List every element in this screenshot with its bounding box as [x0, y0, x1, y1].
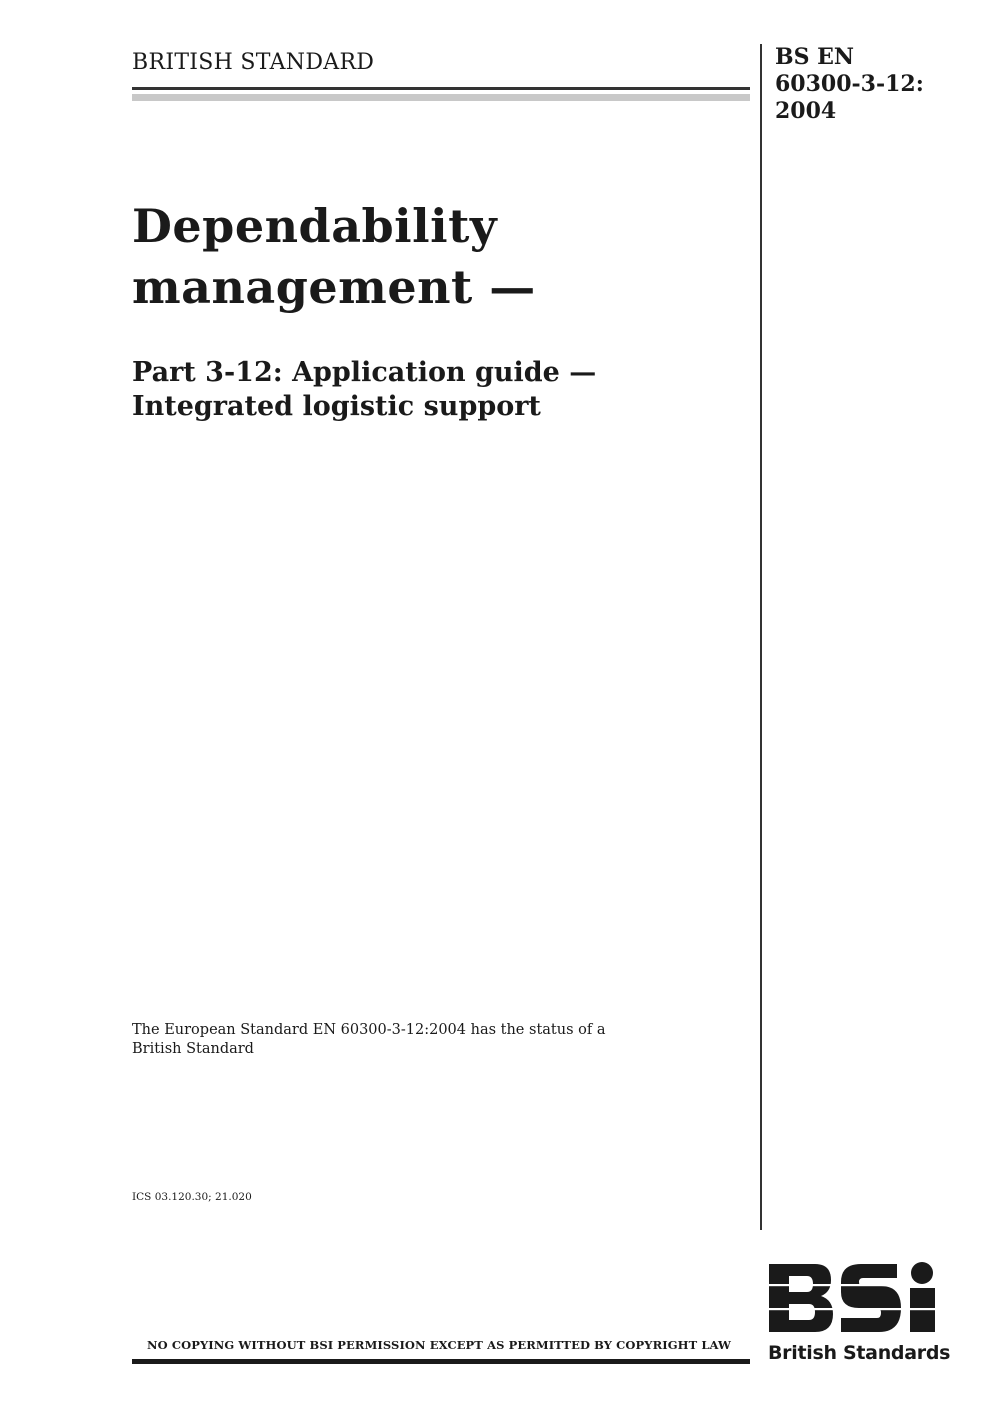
- bsi-logo-mark: [765, 1262, 945, 1346]
- document-subtitle: [132, 356, 742, 424]
- header-rule-thick: [132, 94, 750, 101]
- standard-number-line: 60300-3-12:: [775, 71, 924, 97]
- copyright-notice: NO COPYING WITHOUT BSI PERMISSION EXCEPT AS PERMITTED BY COPYRIGHT LAW: [147, 1338, 732, 1352]
- footer-rule: [132, 1359, 750, 1364]
- standard-number-line: BS EN: [775, 44, 855, 70]
- logo-caption: British Standards: [768, 1342, 951, 1364]
- document-title: [132, 196, 742, 318]
- title-line: Dependability: [132, 199, 498, 253]
- series-label: BRITISH STANDARD: [132, 50, 375, 75]
- ics-code: ICS 03.120.30; 21.020: [132, 1191, 252, 1203]
- subtitle-line: Integrated logistic support: [132, 391, 541, 422]
- vertical-divider: [760, 44, 762, 1230]
- status-statement: [132, 1021, 732, 1059]
- standard-number: [775, 44, 975, 125]
- title-line: management —: [132, 260, 536, 314]
- header-rule-thin: [132, 87, 750, 90]
- status-line: The European Standard EN 60300-3-12:2004 has the status of a: [132, 1022, 606, 1038]
- subtitle-line: Part 3-12: Application guide —: [132, 357, 597, 388]
- standard-number-line: 2004: [775, 98, 837, 124]
- status-line: British Standard: [132, 1041, 254, 1057]
